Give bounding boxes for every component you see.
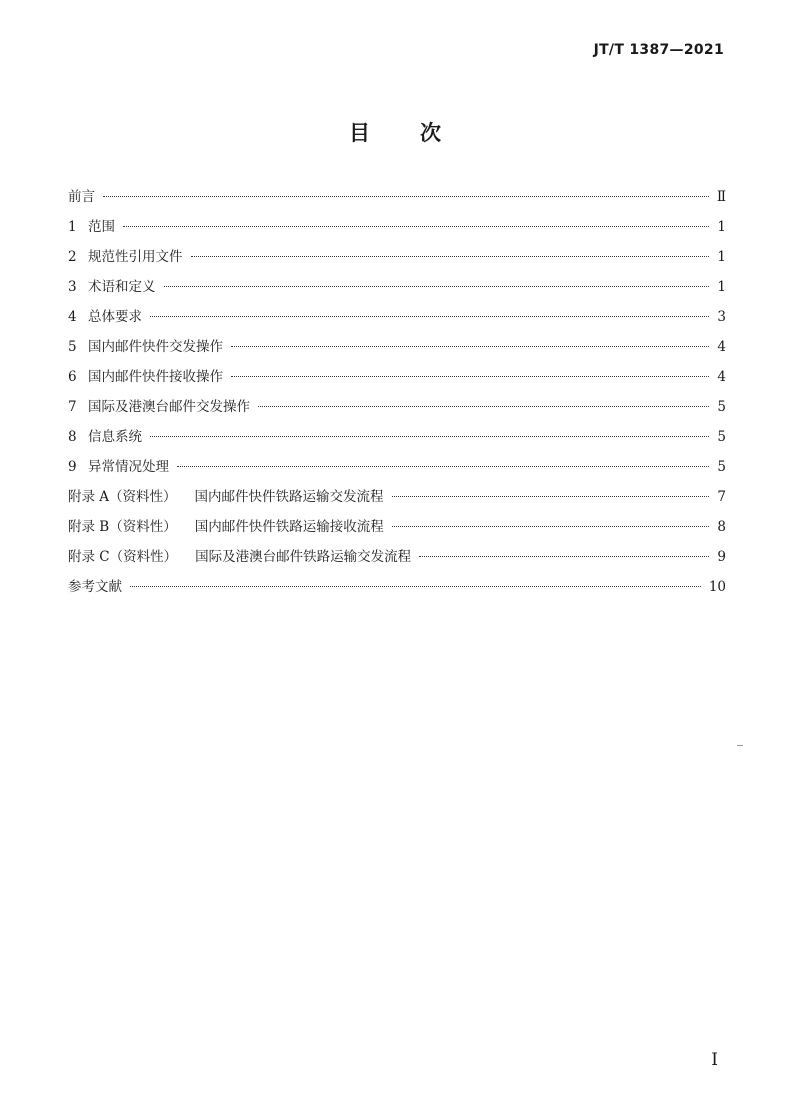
toc-entry-label: 信息系统 xyxy=(88,429,142,445)
toc-appendix-label: 附录 B（资料性） xyxy=(68,519,177,535)
toc-entry-page: 1 xyxy=(717,219,726,235)
toc-leader-dots xyxy=(392,496,710,497)
toc-entry-label: 国内邮件快件交发操作 xyxy=(88,339,223,355)
toc-entry-label: 术语和定义 xyxy=(88,279,156,295)
toc-entry-number: 5 xyxy=(68,339,77,355)
toc-appendix-label: 附录 A（资料性） xyxy=(68,489,177,505)
toc-entry-label: 前言 xyxy=(68,189,95,205)
toc-leader-dots xyxy=(231,346,709,347)
toc-entry-page: 8 xyxy=(717,519,726,535)
toc-entry-foreword[interactable] xyxy=(68,182,726,212)
toc-entry-number: 8 xyxy=(68,429,77,445)
toc-leader-dots xyxy=(123,226,709,227)
toc-entry-page: 4 xyxy=(717,369,726,385)
toc-entry-number: 7 xyxy=(68,399,77,415)
toc-entry-number: 1 xyxy=(68,219,77,235)
toc-entry-bibliography[interactable] xyxy=(68,572,726,602)
toc-entry-page: 5 xyxy=(717,399,726,415)
table-of-contents xyxy=(68,182,726,602)
toc-leader-dots xyxy=(191,256,710,257)
toc-entry-label: 规范性引用文件 xyxy=(88,249,183,265)
toc-leader-dots xyxy=(177,466,709,467)
toc-entry-6[interactable] xyxy=(68,362,726,392)
toc-entry-label: 国际及港澳台邮件交发操作 xyxy=(88,399,250,415)
page-number: I xyxy=(711,1050,718,1070)
toc-entry-label: 总体要求 xyxy=(88,309,142,325)
toc-entry-number: 6 xyxy=(68,369,77,385)
toc-leader-dots xyxy=(103,196,709,197)
toc-leader-dots xyxy=(231,376,709,377)
toc-entry-3[interactable] xyxy=(68,272,726,302)
toc-entry-number: 2 xyxy=(68,249,77,265)
toc-entry-label: 国际及港澳台邮件铁路运输交发流程 xyxy=(195,549,412,565)
toc-leader-dots xyxy=(258,406,709,407)
toc-entry-label: 异常情况处理 xyxy=(88,459,169,475)
toc-leader-dots xyxy=(150,436,709,437)
toc-leader-dots xyxy=(392,526,710,527)
toc-leader-dots xyxy=(419,556,709,557)
toc-entry-label: 参考文献 xyxy=(68,579,122,595)
toc-entry-4[interactable] xyxy=(68,302,726,332)
toc-entry-page: 4 xyxy=(717,339,726,355)
toc-entry-label: 范围 xyxy=(88,219,115,235)
toc-entry-page: 7 xyxy=(717,489,726,505)
toc-entry-number: 9 xyxy=(68,459,77,475)
standard-number: JT/T 1387—2021 xyxy=(593,42,724,58)
scan-artifact xyxy=(737,745,743,746)
page-title: 目次 xyxy=(349,121,491,145)
toc-entry-appendix-b[interactable] xyxy=(68,512,726,542)
toc-entry-7[interactable] xyxy=(68,392,726,422)
toc-entry-label: 国内邮件快件铁路运输交发流程 xyxy=(194,489,384,505)
toc-entry-page: 10 xyxy=(708,579,726,595)
toc-entry-page: 3 xyxy=(717,309,726,325)
toc-entry-8[interactable] xyxy=(68,422,726,452)
toc-leader-dots xyxy=(164,286,710,287)
toc-entry-page: 9 xyxy=(717,549,726,565)
toc-entry-9[interactable] xyxy=(68,452,726,482)
toc-entry-label: 国内邮件快件铁路运输接收流程 xyxy=(194,519,384,535)
toc-entry-page: 1 xyxy=(717,249,726,265)
toc-entry-page: 5 xyxy=(717,429,726,445)
toc-entry-number: 4 xyxy=(68,309,77,325)
toc-entry-page: 5 xyxy=(717,459,726,475)
toc-appendix-label: 附录 C（资料性） xyxy=(68,549,178,565)
toc-leader-dots xyxy=(130,586,701,587)
toc-entry-appendix-a[interactable] xyxy=(68,482,726,512)
toc-entry-2[interactable] xyxy=(68,242,726,272)
toc-entry-page: Ⅱ xyxy=(716,189,726,205)
toc-entry-label: 国内邮件快件接收操作 xyxy=(88,369,223,385)
toc-entry-page: 1 xyxy=(717,279,726,295)
toc-entry-appendix-c[interactable] xyxy=(68,542,726,572)
toc-entry-5[interactable] xyxy=(68,332,726,362)
toc-entry-1[interactable] xyxy=(68,212,726,242)
toc-leader-dots xyxy=(150,316,709,317)
toc-entry-number: 3 xyxy=(68,279,77,295)
